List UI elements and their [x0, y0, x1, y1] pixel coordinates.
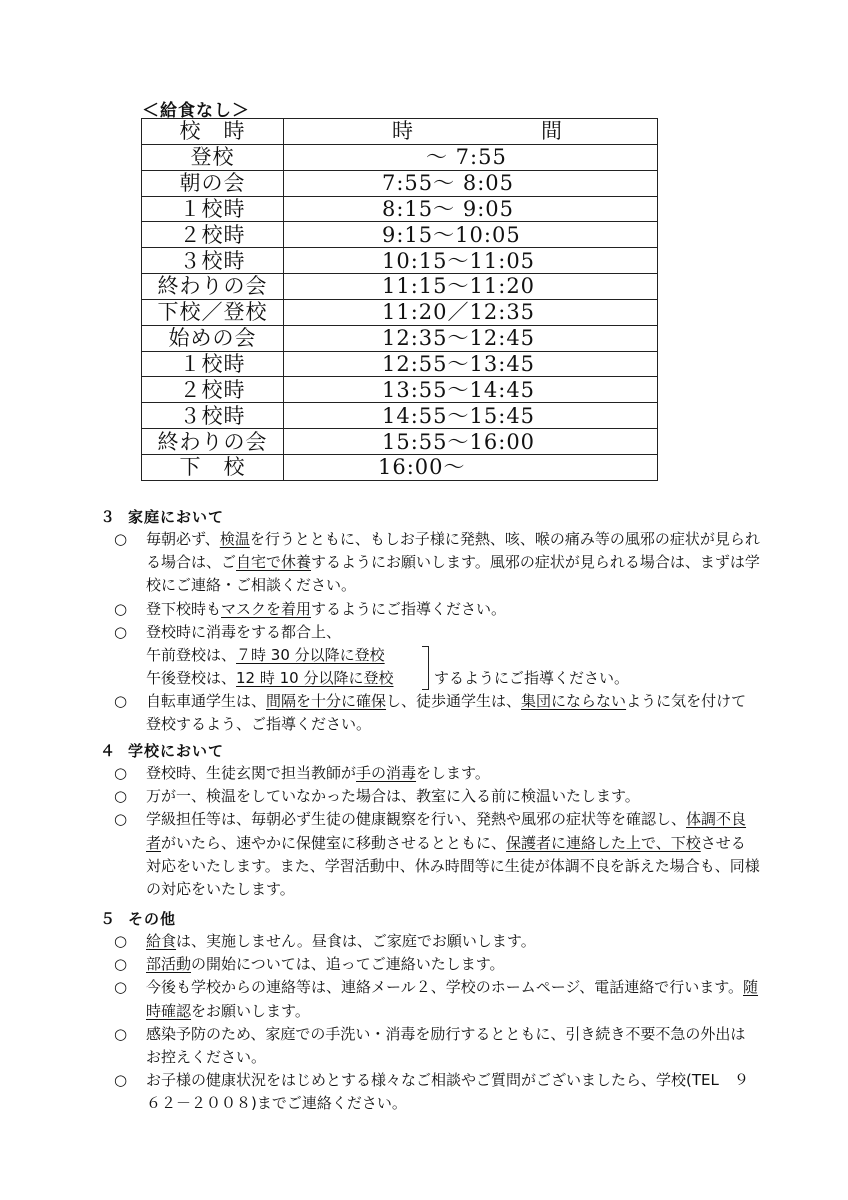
bullet-circle-icon: ○	[114, 810, 128, 829]
period-time: 15:55～16:00	[284, 429, 658, 455]
section-number: ４	[100, 742, 117, 760]
table-row	[142, 196, 658, 222]
period-time: 12:35～12:45	[284, 325, 658, 351]
item-text: するようにご指導ください。	[311, 599, 507, 618]
item-emphasis: 給食	[146, 932, 177, 950]
bullet-circle-icon: ○	[114, 599, 128, 618]
table-row	[142, 377, 658, 403]
bullet-circle-icon: ○	[114, 1071, 128, 1090]
item-emphasis: 12 時 10 分以降に登校	[236, 669, 394, 688]
item-text: 午前登校は、	[146, 646, 237, 665]
period-time: 14:55～15:45	[284, 403, 658, 429]
item-text: の開始については、追ってご連絡いたします。	[191, 955, 505, 974]
list-item	[100, 1069, 760, 1115]
table-row	[142, 274, 658, 300]
item-text: 午後登校は、	[146, 669, 237, 688]
list-item	[100, 598, 760, 621]
period-label: ３校時	[142, 403, 284, 429]
bullet-circle-icon: ○	[114, 692, 128, 711]
section-school	[100, 740, 760, 901]
period-label: １校時	[142, 351, 284, 377]
bullet-circle-icon: ○	[114, 764, 128, 782]
bullet-circle-icon: ○	[114, 1024, 128, 1043]
am-entry-line	[146, 644, 385, 667]
table-row	[142, 144, 658, 170]
period-label: 終わりの会	[142, 429, 284, 455]
table-row	[142, 222, 658, 248]
bullet-circle-icon: ○	[114, 978, 128, 997]
item-text: 登校時、生徒玄関で担当教師が	[146, 764, 357, 782]
list-item	[100, 1023, 760, 1069]
list-item	[100, 953, 760, 976]
table-row	[142, 299, 658, 325]
table-row	[142, 248, 658, 274]
table-row	[142, 170, 658, 196]
period-time: 8:15～ 9:05	[284, 196, 658, 222]
period-label: 登校	[142, 144, 284, 170]
item-text: 学級担任等は、毎朝必ず生徒の健康観察を行い、発熱や風邪の症状等を確認し、	[146, 810, 687, 829]
item-emphasis: マスクを着用	[221, 599, 312, 618]
item-emphasis: 保護者に連絡した上で、下校	[506, 833, 701, 852]
list-item	[100, 528, 760, 598]
period-time: 9:15～10:05	[284, 222, 658, 248]
item-emphasis: 随時確認	[146, 978, 759, 1020]
section-number: ５	[100, 910, 117, 928]
period-label: ２校時	[142, 377, 284, 403]
list-item	[100, 808, 760, 901]
section-title: その他	[128, 910, 177, 928]
bullet-circle-icon: ○	[114, 955, 128, 974]
bullet-circle-icon: ○	[114, 787, 128, 806]
entry-time-block	[100, 644, 760, 690]
period-time: 13:55～14:45	[284, 377, 658, 403]
item-text: をします。	[416, 764, 490, 782]
item-text: 今後も学校からの連絡等は、連絡メール２、学校のホームページ、電話連絡で行います。	[146, 978, 744, 997]
item-text: は、実施しません。昼食は、ご家庭でお願いします。	[176, 932, 536, 950]
schedule-header-row	[142, 119, 658, 145]
item-text: がいたら、速やかに保健室に移動させるとともに、	[161, 833, 507, 852]
item-emphasis: 部活動	[146, 955, 192, 974]
item-text: させる対応をいたします。また、学習活動中、休み時間等に生徒が体調不良を訴えた場合も、同様の対応をいたします。	[146, 833, 760, 899]
item-text: 感染予防のため、家庭での手洗い・消毒を励行するとともに、引き続き不要不急の外出はお控えください。	[146, 1024, 746, 1067]
item-text: お子様の健康状況をはじめとする様々なご相談やご質問がございましたら、学校(TEL ９６２－２００８)までご連絡ください。	[146, 1071, 749, 1113]
item-emphasis: ７時 30 分以降に登校	[236, 646, 385, 665]
list-item	[100, 976, 760, 1022]
item-text: するようにお願いします。風邪の症状が見られる場合は、まずは学校にご連絡・ご相談ください。	[146, 553, 760, 595]
item-text: 自転車通学生は、	[146, 692, 267, 711]
period-label: 朝の会	[142, 170, 284, 196]
period-time: 16:00～	[284, 454, 658, 480]
schedule-caption: ＜給食なし＞	[142, 101, 250, 121]
section-home	[100, 506, 760, 736]
section-title: 学校において	[128, 742, 225, 760]
period-time: 11:20／12:35	[284, 299, 658, 325]
header-time-char-1: 時	[392, 119, 413, 144]
list-item	[100, 690, 760, 736]
period-label: 始めの会	[142, 325, 284, 351]
table-row	[142, 429, 658, 455]
item-text: 万が一、検温をしていなかった場合は、教室に入る前に検温いたします。	[146, 787, 640, 806]
header-time	[284, 119, 658, 145]
bullet-circle-icon: ○	[114, 932, 128, 950]
schedule-table	[141, 118, 658, 481]
section-heading	[100, 506, 760, 528]
item-text: をお願いします。	[191, 1001, 310, 1020]
item-text: 登校時に消毒をする都合上、	[146, 622, 342, 641]
item-text: し、徒歩通学生は、	[386, 692, 522, 711]
section-number: ３	[100, 508, 117, 526]
table-row	[142, 454, 658, 480]
list-item	[100, 785, 760, 808]
list-item	[100, 762, 760, 785]
period-time: 11:15～11:20	[284, 274, 658, 300]
section-heading	[100, 740, 760, 762]
section-heading	[100, 908, 760, 930]
pm-entry-line	[146, 667, 394, 690]
period-label: 下校／登校	[142, 299, 284, 325]
bracket-mark	[422, 646, 429, 690]
period-label: 下 校	[142, 454, 284, 480]
period-label: 終わりの会	[142, 274, 284, 300]
item-text: を行うとともに、もしお子様に発熱、咳、喉の痛み等の風邪の症状が見られる場合は、ご	[146, 530, 760, 572]
item-emphasis: 手の消毒	[356, 764, 417, 782]
header-period: 校 時	[142, 119, 284, 145]
section-other	[100, 908, 760, 1116]
bullet-circle-icon: ○	[114, 622, 128, 641]
section-title: 家庭において	[128, 508, 225, 526]
period-time: 7:55～ 8:05	[284, 170, 658, 196]
bullet-circle-icon: ○	[114, 530, 128, 548]
table-row	[142, 351, 658, 377]
table-row	[142, 403, 658, 429]
item-text: ように気を付けて登校するよう、ご指導ください。	[146, 692, 747, 734]
item-text: するようにご指導ください。	[434, 669, 630, 688]
item-emphasis: 集団にならない	[521, 692, 627, 711]
period-time: 12:55～13:45	[284, 351, 658, 377]
item-emphasis: 検温	[219, 530, 250, 548]
item-text: 登下校時も	[146, 599, 222, 618]
list-item	[100, 930, 760, 953]
period-time: ～ 7:55	[284, 144, 658, 170]
period-time: 10:15～11:05	[284, 248, 658, 274]
list-item	[100, 621, 760, 644]
table-row	[142, 325, 658, 351]
period-label: １校時	[142, 196, 284, 222]
item-emphasis: 体調不良者	[146, 810, 747, 852]
item-emphasis: 間隔を十分に確保	[266, 692, 387, 711]
item-emphasis: 自宅で休養	[236, 553, 312, 572]
period-label: ２校時	[142, 222, 284, 248]
header-time-char-2: 間	[541, 119, 562, 144]
period-label: ３校時	[142, 248, 284, 274]
item-text: 毎朝必ず、	[146, 530, 220, 548]
